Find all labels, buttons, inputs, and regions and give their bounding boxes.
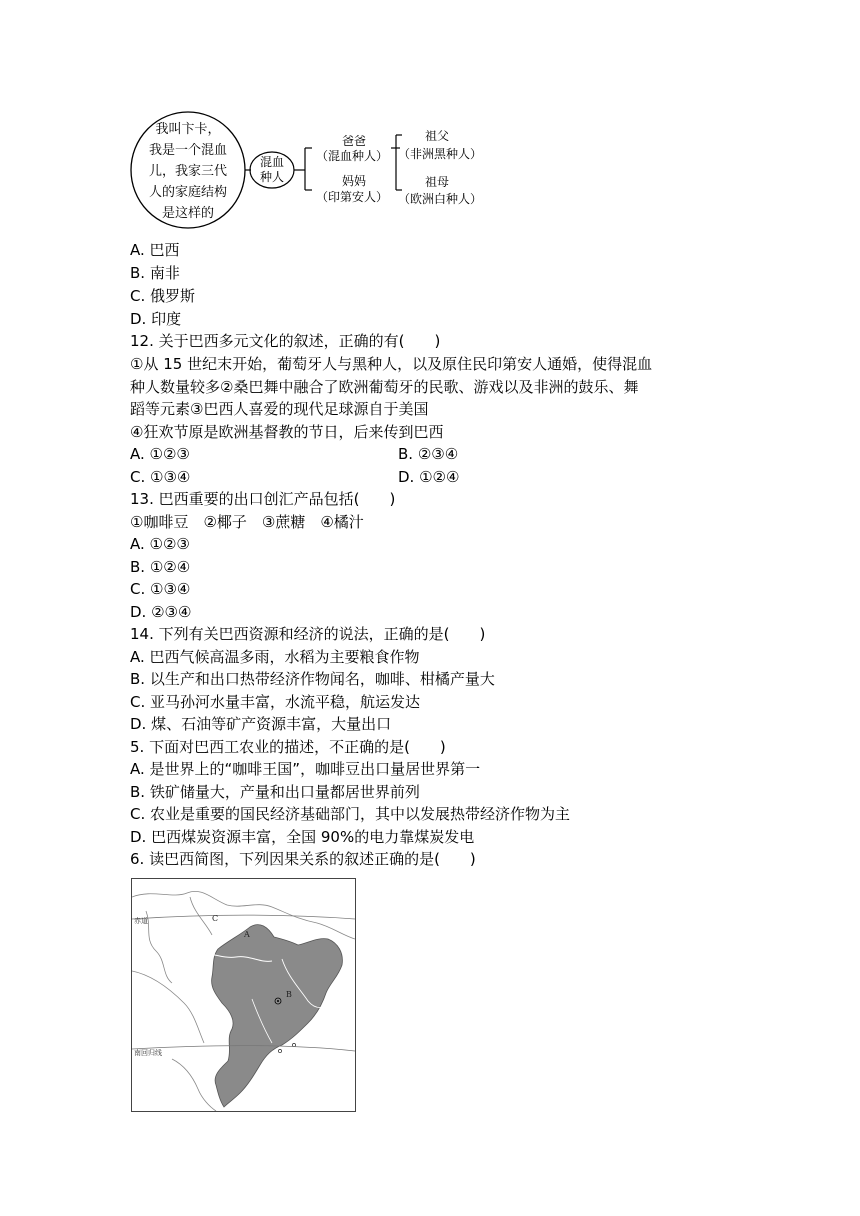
label-a: A [244,930,250,939]
q12-statement-line: ①从 15 世纪末开始，葡萄牙人与黑种人，以及原住民印第安人通婚，使得混血 [130,355,653,373]
label-c: C [212,914,219,923]
q5-stem: 5. 下面对巴西工农业的描述，不正确的是( ) [130,738,446,756]
q5-option-c[interactable]: C. 农业是重要的国民经济基础部门，其中以发展热带经济作物为主 [130,805,571,823]
capital-marker [277,1000,279,1002]
q14-option-d[interactable]: D. 煤、石油等矿产资源丰富，大量出口 [130,715,392,733]
q13-items: ①咖啡豆 ②椰子 ③蔗糖 ④橘汁 [130,513,364,531]
neighbor-border [146,911,172,983]
q12-statement-line: ④狂欢节原是欧洲基督教的节日，后来传到巴西 [130,423,444,441]
q14-option-a[interactable]: A. 巴西气候高温多雨，水稻为主要粮食作物 [130,648,420,666]
q13-option-a[interactable]: A. ①②③ [130,535,190,553]
q14-option-c[interactable]: C. 亚马孙河水量丰富，水流平稳，航运发达 [130,693,421,711]
q11-option-b[interactable]: B. 南非 [130,264,180,282]
dad-note: （混血种人） [315,149,389,163]
q6-stem: 6. 读巴西简图，下列因果关系的叙述正确的是( ) [130,850,476,868]
q5-option-d[interactable]: D. 巴西煤炭资源丰富，全国 90%的电力靠煤炭发电 [130,828,475,846]
mom-note: （印第安人） [315,190,389,204]
mom-label: 妈妈 [341,174,367,188]
bubble-line: 是这样的 [161,206,215,221]
brazil-map [131,878,356,1112]
q12-option-a[interactable]: A. ①②③ [130,445,190,463]
grandpa-label: 祖父 [424,129,450,143]
bubble-line: 我是一个混血 [148,143,228,158]
q12-option-c[interactable]: C. ①③④ [130,468,191,486]
label-b: B [286,990,292,999]
neighbor-border [172,1059,216,1111]
bubble-line: 人的家庭结构 [148,185,228,200]
q13-stem: 13. 巴西重要的出口创汇产品包括( ) [130,490,396,508]
grandma-note: （欧洲白种人） [397,192,483,206]
q13-option-c[interactable]: C. ①③④ [130,580,191,598]
q5-option-a[interactable]: A. 是世界上的“咖啡王国”，咖啡豆出口量居世界第一 [130,760,481,778]
center-label: 混血 [259,155,285,169]
equator-line [132,915,355,919]
q12-option-d[interactable]: D. ①②④ [398,468,460,486]
q12-option-b[interactable]: B. ②③④ [398,445,459,463]
q11-option-c[interactable]: C. 俄罗斯 [130,287,196,305]
dad-label: 爸爸 [341,134,367,148]
q12-stem: 12. 关于巴西多元文化的叙述，正确的有( ) [130,332,441,350]
equator-label: 赤道 [134,917,148,925]
brazil-territory [212,925,343,1107]
q13-option-b[interactable]: B. ①②④ [130,558,191,576]
family-diagram [0,0,860,240]
q14-stem: 14. 下列有关巴西资源和经济的说法，正确的是( ) [130,625,486,643]
bubble-line: 儿，我家三代 [148,164,228,179]
q12-statement-line: 蹈等元素③巴西人喜爱的现代足球源自于美国 [130,400,429,418]
bubble-line: 我叫卞卡， [155,122,221,137]
city-marker [278,1049,281,1052]
q14-option-b[interactable]: B. 以生产和出口热带经济作物闻名，咖啡、柑橘产量大 [130,670,495,688]
q13-option-d[interactable]: D. ②③④ [130,603,192,621]
q11-option-d[interactable]: D. 印度 [130,310,182,328]
q11-option-a[interactable]: A. 巴西 [130,241,180,259]
neighbor-border [132,971,204,1043]
grandpa-note: （非洲黑种人） [397,147,483,161]
center-label: 种人 [259,170,285,184]
tropic-label: 南回归线 [134,1049,162,1057]
q12-statement-line: 种人数量较多②桑巴舞中融合了欧洲葡萄牙的民歌、游戏以及非洲的鼓乐、舞 [130,378,639,396]
city-marker [292,1043,295,1046]
grandma-label: 祖母 [424,175,450,189]
q5-option-b[interactable]: B. 铁矿储量大，产量和出口量都居世界前列 [130,783,420,801]
